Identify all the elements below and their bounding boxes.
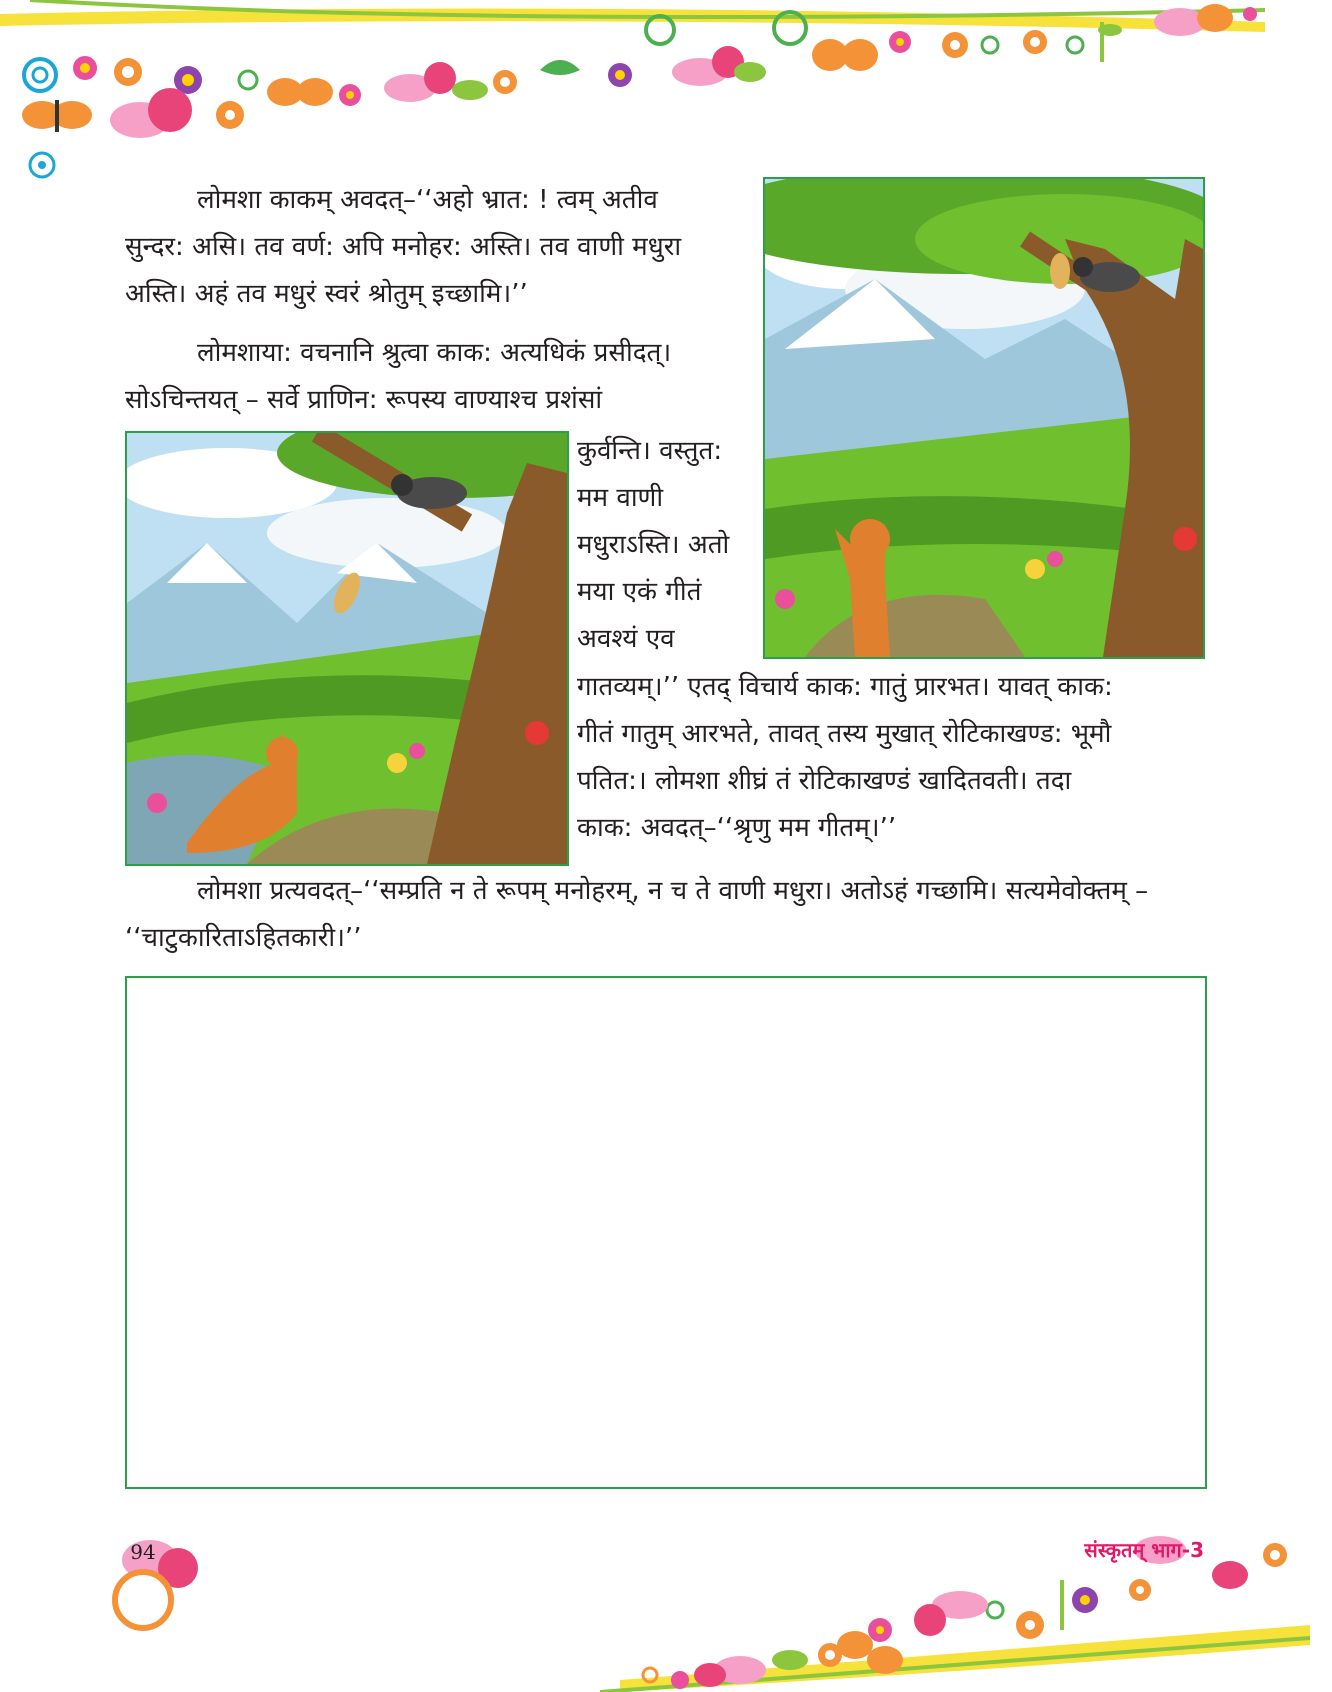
butterfly-icon bbox=[110, 88, 192, 138]
illustration-crow-fox-upper bbox=[763, 177, 1205, 659]
butterfly-icon bbox=[812, 39, 878, 71]
flower-icon bbox=[818, 1643, 842, 1667]
flower-icon bbox=[1263, 1543, 1287, 1567]
wide-text-block bbox=[577, 664, 1207, 852]
narrow-text-column bbox=[577, 428, 757, 663]
text-line: गीतं गातुम् आरभते, तावत् तस्य मुखात् रोटिकाखण्ड: भूमौ bbox=[577, 719, 1112, 749]
flower-icon bbox=[493, 70, 517, 94]
flower-icon bbox=[671, 1671, 689, 1689]
text-line: मधुराऽस्ति। अतो bbox=[577, 530, 730, 560]
text-line: मम वाणी bbox=[577, 483, 664, 513]
paragraph-1 bbox=[125, 177, 755, 318]
butterfly-icon bbox=[914, 1591, 988, 1636]
spiral-icon bbox=[987, 1602, 1003, 1618]
page-number: 94 bbox=[130, 1540, 156, 1564]
paragraph-final bbox=[125, 868, 1210, 962]
spiral-icon bbox=[24, 59, 56, 91]
butterfly-icon bbox=[267, 78, 333, 106]
butterfly-icon bbox=[672, 46, 744, 86]
leaf-icon bbox=[452, 80, 488, 100]
spiral-icon bbox=[30, 153, 54, 177]
text-line: लोमशा काकम् अवदत्–‘‘अहो भ्रात: ! त्वम् अतीव bbox=[197, 185, 658, 215]
text-line: सुन्दर: असि। तव वर्ण: अपि मनोहर: अस्ति। तव वाणी मधुरा bbox=[125, 232, 682, 262]
text-line: अवश्यं एव bbox=[577, 624, 675, 654]
flower-icon bbox=[868, 1618, 892, 1642]
flower-icon bbox=[1016, 1611, 1044, 1639]
flower-icon bbox=[942, 32, 968, 58]
text-line: लोमशाया: वचनानि श्रुत्वा काक: अत्यधिकं प्रसीदत्। bbox=[197, 338, 672, 368]
text-line: लोमशा प्रत्यवदत्–‘‘सम्प्रति न ते रूपम् मनोहरम्, न च ते वाणी मधुरा। अतोऽहं गच्छामि। सत्यमेवोक्तम् – bbox=[197, 876, 1149, 906]
flower-icon bbox=[1023, 30, 1047, 54]
text-line: अस्ति। अहं तव मधुरं स्वरं श्रोतुम् इच्छामि।’’ bbox=[125, 279, 528, 309]
text-line: मया एकं गीतं bbox=[577, 577, 702, 607]
text-line: गातव्यम्।’’ एतद् विचार्य काक: गातुं प्रारभत। यावत् काक: bbox=[577, 672, 1113, 702]
text-line: कुर्वन्ति। वस्तुत: bbox=[577, 436, 723, 466]
flower-icon bbox=[114, 58, 142, 86]
spiral-icon bbox=[239, 71, 257, 89]
paragraph-2 bbox=[125, 330, 755, 424]
spiral-icon bbox=[540, 60, 580, 75]
flower-icon bbox=[608, 63, 632, 87]
text-line: सोऽचिन्तयत् – सर्वे प्राणिन: रूपस्य वाण्याश्च प्रशंसां bbox=[125, 385, 603, 415]
leaf-icon bbox=[734, 62, 766, 82]
text-line: काक: अवदत्–‘‘श्रृणु मम गीतम्।’’ bbox=[577, 813, 897, 843]
illustration-bread-falling bbox=[125, 431, 569, 866]
flower-icon bbox=[1243, 7, 1257, 21]
top-decorative-border bbox=[0, 0, 1332, 190]
text-line: पतित:। लोमशा शीघ्रं तं रोटिकाखण्डं खादितवती। तदा bbox=[577, 766, 1072, 796]
spiral-icon bbox=[1067, 37, 1083, 53]
flower-icon bbox=[216, 101, 244, 129]
book-title: संस्कृतम् भाग-3 bbox=[1084, 1538, 1204, 1562]
empty-frame bbox=[125, 976, 1207, 1489]
text-line: ‘‘चाटुकारिताऽहितकारी।’’ bbox=[125, 923, 362, 953]
flower-icon bbox=[1129, 1579, 1151, 1601]
leaf-icon bbox=[1098, 22, 1122, 62]
butterfly-icon bbox=[384, 62, 456, 102]
flower-icon bbox=[1072, 1587, 1098, 1613]
flower-icon bbox=[73, 56, 97, 80]
leaf-icon bbox=[772, 1650, 808, 1670]
flower-icon bbox=[339, 84, 361, 106]
spiral-icon bbox=[982, 37, 998, 53]
butterfly-icon bbox=[1154, 4, 1233, 36]
butterfly-icon bbox=[22, 100, 92, 132]
leaf-icon bbox=[1060, 1580, 1064, 1630]
flower-icon bbox=[889, 31, 911, 53]
